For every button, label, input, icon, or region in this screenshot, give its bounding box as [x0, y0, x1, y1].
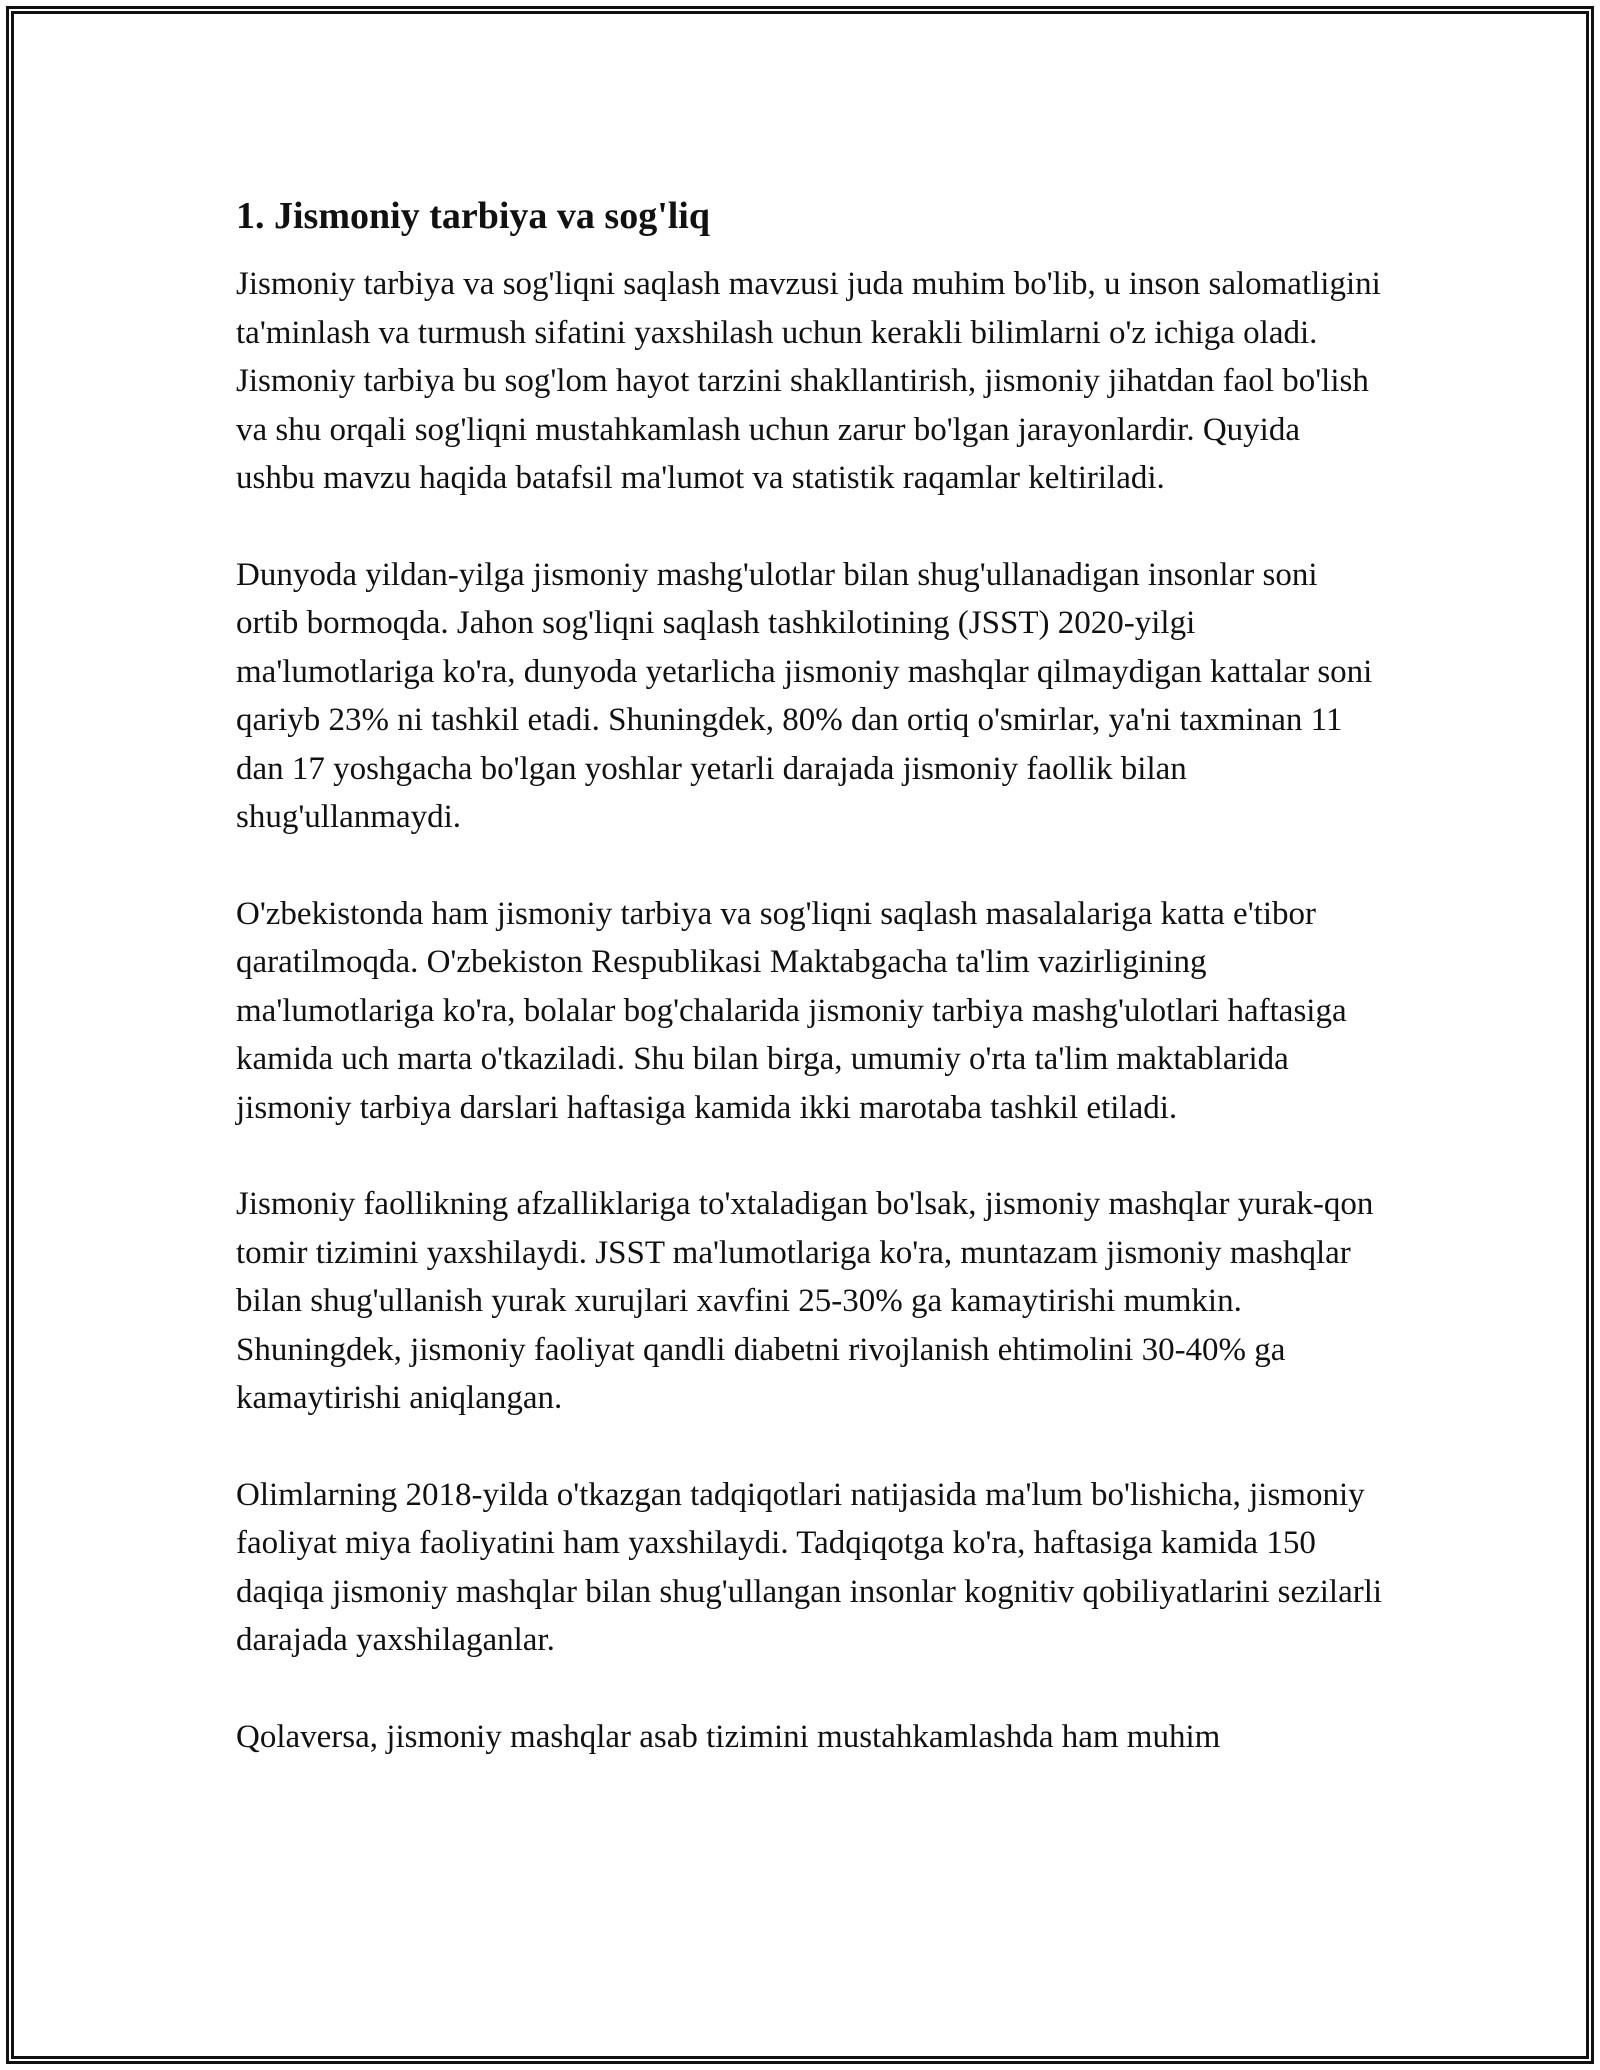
paragraph-research: Olimlarning 2018-yilda o'tkazgan tadqiqotlari natijasida ma'lum bo'lishicha, jismoniy faoliyat miya faoliyatini ham yaxshilaydi. Tadqiqotga ko'ra, haftasiga kamida 150 daqiqa jismoniy mashqlar bilan shug'ullangan insonlar kognitiv qobiliyatlarini sezilarli darajada yaxshilaganlar.	[236, 1476, 1383, 1658]
paragraph-world-statistics: Dunyoda yildan-yilga jismoniy mashg'ulotlar bilan shug'ullanadigan insonlar soni ortib bormoqda. Jahon sog'liqni saqlash tashkilotining (JSST) 2020-yilgi ma'lumotlariga ko'ra, dunyoda yetarlicha jismoniy mashqlar qilmaydigan kattalar soni qariyb 23% ni tashkil etadi. Shuningdek, 80% dan ortiq o'smirlar, ya'ni taxminan 11 dan 17 yoshgacha bo'lgan yoshlar yetarli darajada jismoniy faollik bilan shug'ullanmaydi.	[236, 556, 1373, 835]
document-body	[236, 188, 1386, 1809]
paragraph-intro: Jismoniy tarbiya va sog'liqni saqlash mavzusi juda muhim bo'lib, u inson salomatligini ta'minlash va turmush sifatini yaxshilash uchun kerakli bilimlarni o'z ichiga oladi. Jismoniy tarbiya bu sog'lom hayot tarzini shakllantirish, jismoniy jihatdan faol bo'lish va shu orqali sog'liqni mustahkamlash uchun zarur bo'lgan jarayonlardir. Quyida ushbu mavzu haqida batafsil ma'lumot va statistik raqamlar keltiriladi.	[236, 266, 1381, 496]
paragraph-benefits: Jismoniy faollikning afzalliklariga to'xtaladigan bo'lsak, jismoniy mashqlar yurak-qon tomir tizimini yaxshilaydi. JSST ma'lumotlariga ko'ra, muntazam jismoniy mashqlar bilan shug'ullanish yurak xurujlari xavfini 25-30% ga kamaytirishi mumkin. Shuningdek, jismoniy faoliyat qandli diabetni rivojlanish ehtimolini 30-40% ga kamaytirishi aniqlangan.	[236, 1186, 1374, 1416]
section-heading: 1. Jismoniy tarbiya va sog'liq	[236, 195, 710, 237]
paragraph-uzbekistan: O'zbekistonda ham jismoniy tarbiya va sog'liqni saqlash masalalariga katta e'tibor qaratilmoqda. O'zbekiston Respublikasi Maktabgacha ta'lim vazirligining ma'lumotlariga ko'ra, bolalar bog'chalarida jismoniy tarbiya mashg'ulotlari haftasiga kamida uch marta o'tkaziladi. Shu bilan birga, umumiy o'rta ta'lim maktablarida jismoniy tarbiya darslari haftasiga kamida ikki marotaba tashkil etiladi.	[236, 895, 1347, 1126]
paragraph-nervous-system: Qolaversa, jismoniy mashqlar asab tizimini mustahkamlashda ham muhim	[236, 1718, 1221, 1755]
